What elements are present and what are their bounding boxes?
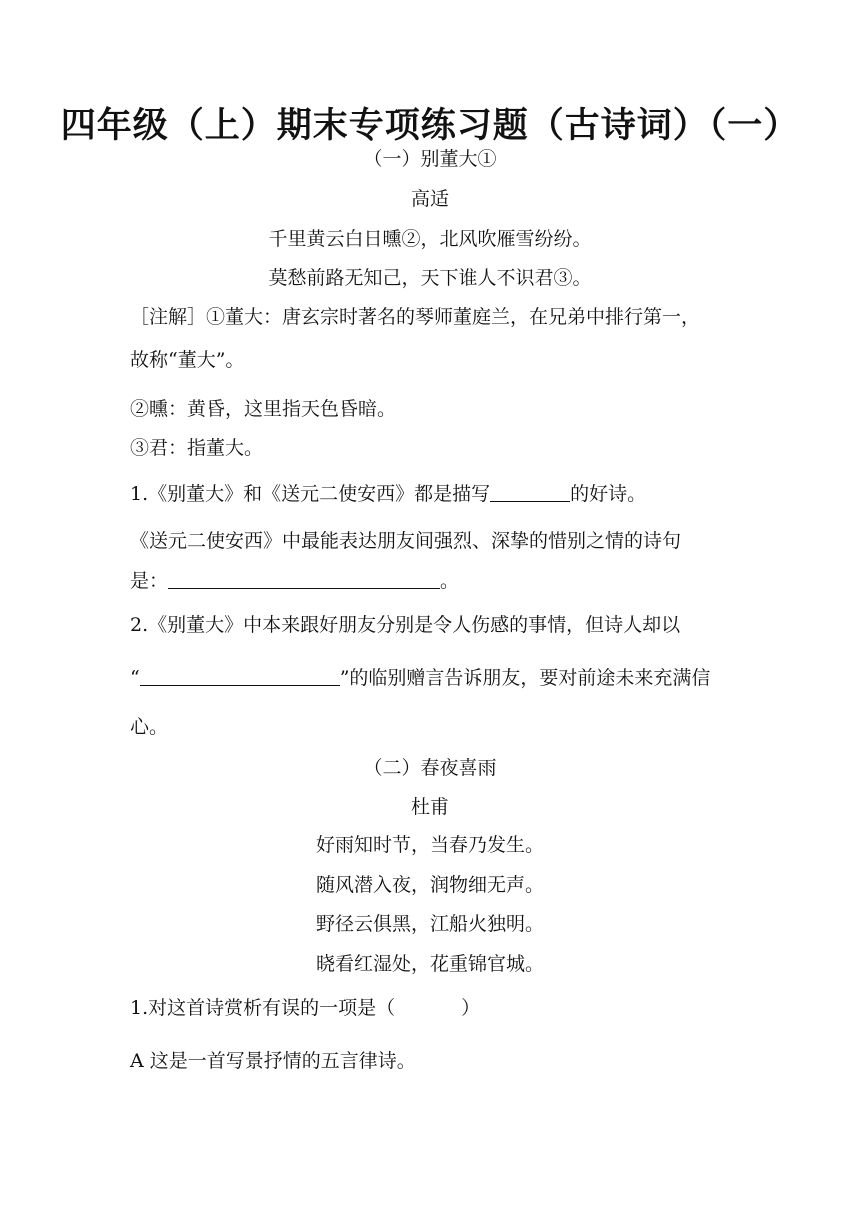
poem2-line-3: 野径云俱黑，江船火独明。 [315,913,544,935]
poem2-line-4: 晓看红湿处，花重锦官城。 [315,953,544,975]
question-number: 2. [130,614,149,636]
option-a: A 这是一首写景抒情的五言律诗。 [130,1050,416,1072]
question-number: 1. [130,997,149,1019]
answer-blank[interactable] [140,665,340,686]
question-1-line-2: 《送元二使安西》中最能表达朋友间强烈、深挚的惜别之情的诗句 [130,530,682,552]
poem2-question-1: 1.对这首诗赏析有误的一项是（ ） [130,997,481,1019]
answer-blank[interactable] [168,568,440,589]
question-1-line-1: 1.《别董大》和《送元二使安西》都是描写 的好诗。 [130,483,647,505]
question-2-line-3: 心。 [130,716,169,738]
poem2-heading: （二）春夜喜雨 [363,757,497,779]
question-2-line-2: “ ”的临别赠言告诉朋友，要对前途未来充满信 [130,667,711,689]
poem1-heading: （一）别董大① [363,148,497,170]
poem1-author: 高适 [410,188,449,210]
poem1-note-1-cont: 故称“董大”。 [130,349,245,371]
page-title: 四年级（上）期末专项练习题（古诗词）（一） [60,106,800,146]
answer-blank[interactable] [490,481,570,502]
question-number: 1. [130,483,149,505]
poem2-author: 杜甫 [410,796,449,818]
poem1-note-3: ③君：指董大。 [130,437,264,459]
poem1-note-1: ［注解］①董大：唐玄宗时著名的琴师董庭兰，在兄弟中排行第一， [130,306,701,328]
option-letter: A [130,1050,144,1072]
poem1-line-2: 莫愁前路无知己，天下谁人不识君③。 [268,267,592,289]
poem1-note-2: ②曛：黄昏，这里指天色昏暗。 [130,398,397,420]
poem1-line-1: 千里黄云白日曛②，北风吹雁雪纷纷。 [268,228,592,250]
question-1-line-3: 是： 。 [130,570,460,592]
poem2-line-1: 好雨知时节，当春乃发生。 [315,834,544,856]
poem2-line-2: 随风潜入夜，润物细无声。 [315,874,544,896]
question-2-line-1: 2.《别董大》中本来跟好朋友分别是令人伤感的事情，但诗人却以 [130,614,681,636]
